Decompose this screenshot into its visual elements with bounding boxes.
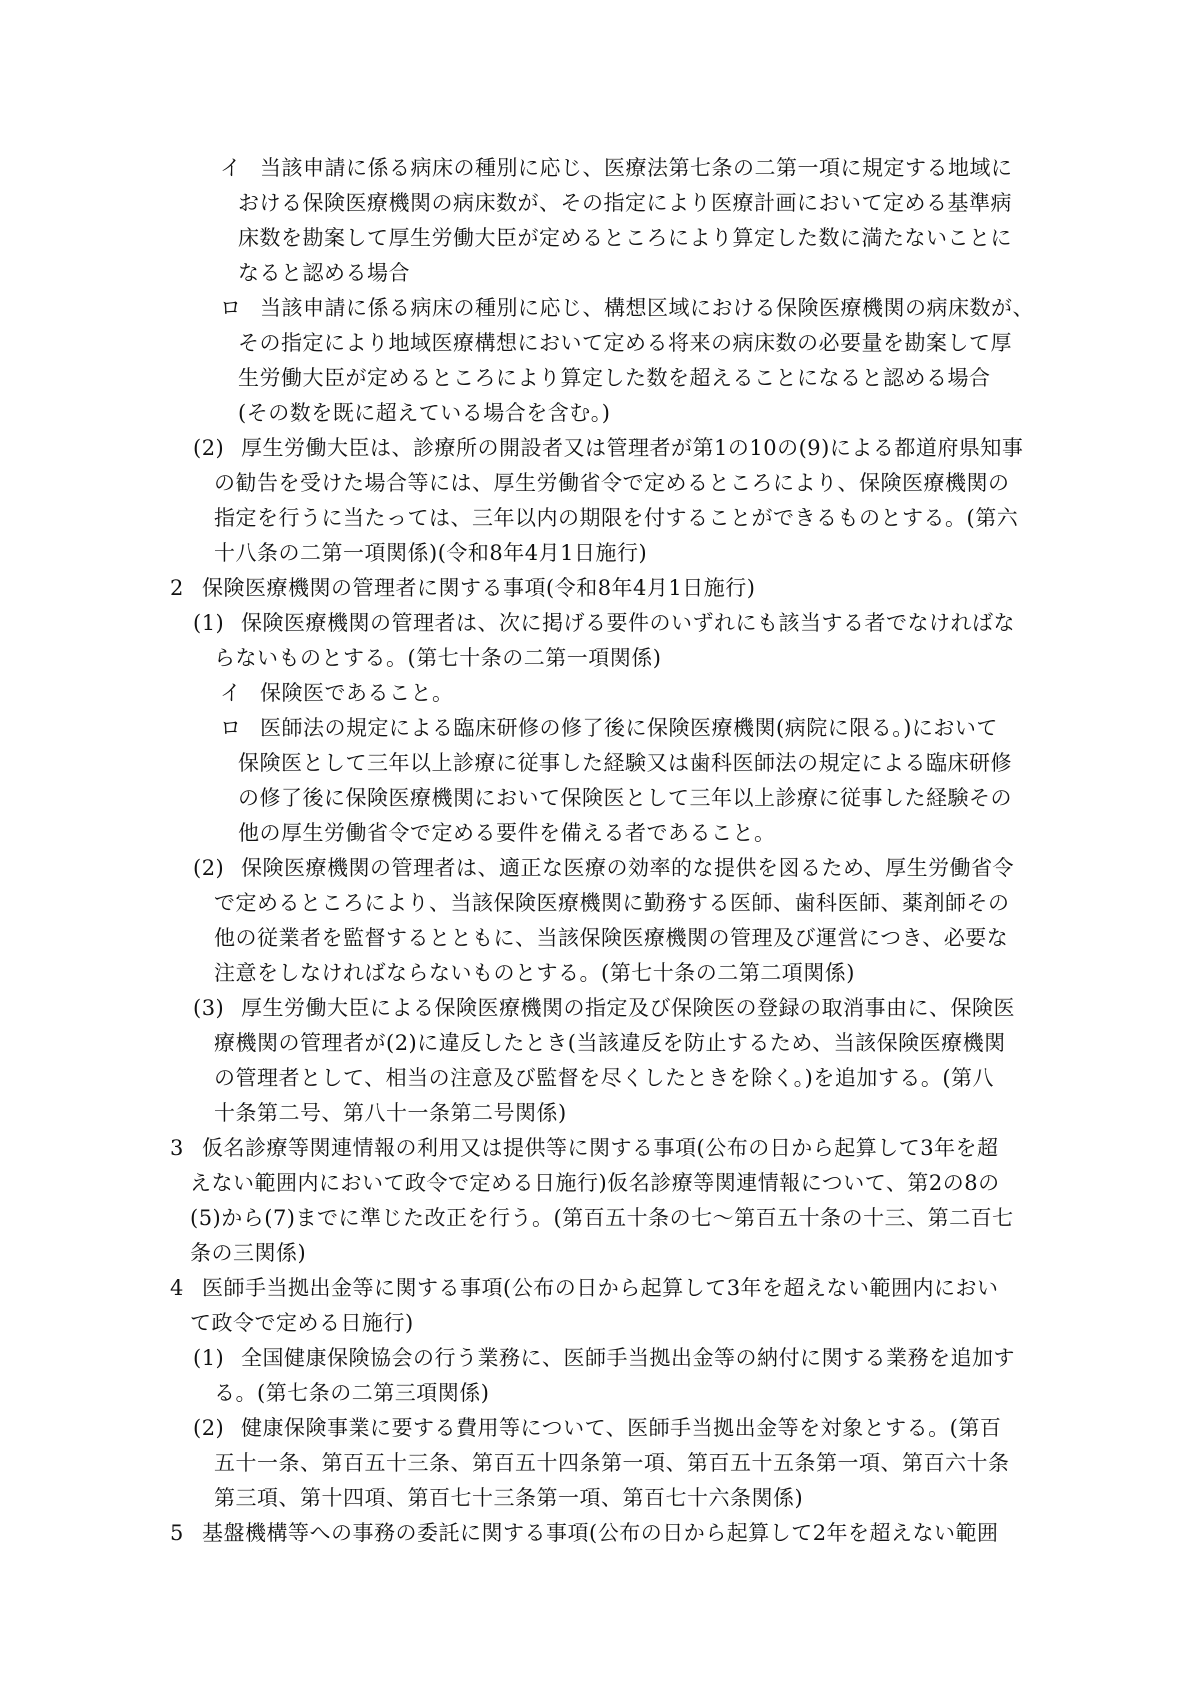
text-line: る。(第七条の二第三項関係): [214, 1381, 490, 1405]
text-line: らないものとする。(第七十条の二第一項関係): [214, 646, 662, 670]
section-number: 2: [170, 576, 184, 600]
text-line: の管理者として、相当の注意及び監督を尽くしたときを除く。)を追加する。(第八: [214, 1066, 995, 1090]
item-marker: (3): [193, 996, 225, 1020]
text-line: の修了後に保険医療機関において保険医として三年以上診療に従事した経験その: [238, 786, 1012, 810]
text-line: 十八条の二第一項関係)(令和8年4月1日施行): [214, 541, 648, 565]
text-line: 他の厚生労働省令で定める要件を備える者であること。: [238, 821, 776, 845]
text-line: 指定を行うに当たっては、三年以内の期限を付することができるものとする。(第六: [214, 506, 1019, 530]
text-line: イ 当該申請に係る病床の種別に応じ、医療法第七条の二第一項に規定する地域に: [220, 151, 1013, 185]
text-line: えない範囲内において政令で定める日施行)仮名診療等関連情報について、第2の8の: [190, 1171, 1000, 1195]
text-line: 十条第二号、第八十一条第二号関係): [214, 1101, 567, 1125]
text-line: (2) 保険医療機関の管理者は、適正な医療の効率的な提供を図るため、厚生労働省令: [193, 851, 1014, 885]
text-line: (3) 厚生労働大臣による保険医療機関の指定及び保険医の登録の取消事由に、保険医: [193, 991, 1015, 1025]
item-marker: ロ: [220, 716, 242, 740]
text-line: 五十一条、第百五十三条、第百五十四条第一項、第百五十五条第一項、第百六十条: [214, 1451, 1010, 1475]
section-number: 5: [170, 1521, 184, 1545]
text-line: 他の従業者を監督するとともに、当該保険医療機関の管理及び運営につき、必要な: [214, 926, 1009, 950]
item-marker: イ: [220, 156, 242, 180]
text-line: (1) 保険医療機関の管理者は、次に掲げる要件のいずれにも該当する者でなければな: [193, 606, 1015, 640]
section-heading: 4 医師手当拠出金等に関する事項(公布の日から起算して3年を超えない範囲内におい: [170, 1271, 999, 1305]
text-line: 保険医として三年以上診療に従事した経験又は歯科医師法の規定による臨床研修: [238, 751, 1012, 775]
text-line: の勧告を受けた場合等には、厚生労働省令で定めるところにより、保険医療機関の: [214, 471, 1010, 495]
item-marker: (2): [193, 856, 225, 880]
text-line: 療機関の管理者が(2)に違反したとき(当該違反を防止するため、当該保険医療機関: [214, 1031, 1006, 1055]
item-marker: ロ: [220, 296, 242, 320]
item-marker: (2): [193, 436, 225, 460]
text-line: おける保険医療機関の病床数が、その指定により医療計画において定める基準病: [238, 191, 1012, 215]
item-marker: イ: [220, 681, 242, 705]
text-line: ロ 当該申請に係る病床の種別に応じ、構想区域における保険医療機関の病床数が、: [220, 291, 1034, 325]
text-line: (2) 厚生労働大臣は、診療所の開設者又は管理者が第1の10の(9)による都道府県知事: [193, 431, 1023, 465]
section-heading: 3 仮名診療等関連情報の利用又は提供等に関する事項(公布の日から起算して3年を超: [170, 1131, 999, 1165]
text-line: (その数を既に超えている場合を含む。): [238, 401, 611, 425]
text-line: イ 保険医であること。: [220, 676, 454, 710]
text-line: ロ 医師法の規定による臨床研修の修了後に保険医療機関(病院に限る。)において: [220, 711, 998, 745]
item-marker: (1): [193, 1346, 225, 1370]
text-line: 第三項、第十四項、第百七十三条第一項、第百七十六条関係): [214, 1486, 804, 1510]
section-number: 4: [170, 1276, 184, 1300]
text-line: (5)から(7)までに準じた改正を行う。(第百五十条の七～第百五十条の十三、第二百七: [190, 1206, 1014, 1230]
item-marker: (1): [193, 611, 225, 635]
text-line: その指定により地域医療構想において定める将来の病床数の必要量を勘案して厚: [238, 331, 1012, 355]
text-line: て政令で定める日施行): [190, 1311, 414, 1335]
section-heading: 5 基盤機構等への事務の委託に関する事項(公布の日から起算して2年を超えない範囲: [170, 1516, 999, 1550]
text-line: 床数を勘案して厚生労働大臣が定めるところにより算定した数に満たないことに: [238, 226, 1012, 250]
section-heading: 2 保険医療機関の管理者に関する事項(令和8年4月1日施行): [170, 571, 755, 605]
text-line: なると認める場合: [238, 261, 410, 285]
text-line: で定めるところにより、当該保険医療機関に勤務する医師、歯科医師、薬剤師その: [214, 891, 1010, 915]
text-line: 生労働大臣が定めるところにより算定した数を超えることになると認める場合: [238, 366, 991, 390]
text-line: 条の三関係): [190, 1241, 307, 1265]
item-marker: (2): [193, 1416, 225, 1440]
text-line: (1) 全国健康保険協会の行う業務に、医師手当拠出金等の納付に関する業務を追加す: [193, 1341, 1015, 1375]
text-line: 注意をしなければならないものとする。(第七十条の二第二項関係): [214, 961, 855, 985]
text-line: (2) 健康保険事業に要する費用等について、医師手当拠出金等を対象とする。(第百: [193, 1411, 1001, 1445]
section-number: 3: [170, 1136, 184, 1160]
